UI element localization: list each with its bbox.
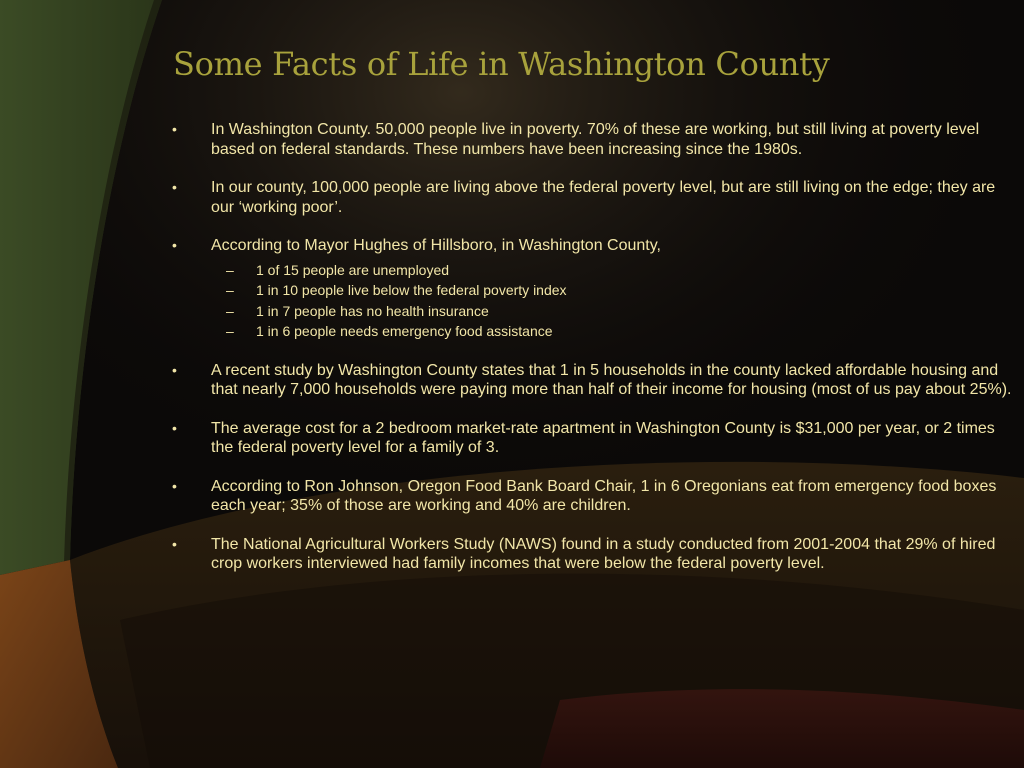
sub-bullet-item xyxy=(211,280,1017,301)
bullet-item xyxy=(172,361,1017,400)
bullet-text: According to Mayor Hughes of Hillsboro, in Washington County, xyxy=(211,237,661,254)
sub-bullet-text: 1 in 6 people needs emergency food assistance xyxy=(256,323,553,339)
sub-bullet-list xyxy=(211,260,1017,342)
bullet-marker: • xyxy=(172,121,177,137)
sub-bullet-marker: – xyxy=(226,282,234,298)
bullet-marker: • xyxy=(172,535,177,552)
bullet-item xyxy=(172,535,1017,574)
bullet-item xyxy=(172,419,1017,458)
bullet-text: In Washington County. 50,000 people live in poverty. 70% of these are working, but still living at poverty level based on federal standards. These numbers have been increasing since the 1980s. xyxy=(211,121,980,158)
bullet-marker: • xyxy=(172,179,177,195)
bullet-marker: • xyxy=(172,361,177,378)
bullet-item xyxy=(172,236,1017,342)
bullet-item xyxy=(172,477,1017,516)
sub-bullet-text: 1 in 10 people live below the federal poverty index xyxy=(256,282,567,298)
sub-bullet-text: 1 of 15 people are unemployed xyxy=(256,261,450,278)
bullet-marker: • xyxy=(172,237,177,253)
sub-bullet-item xyxy=(211,260,1017,281)
bullet-item xyxy=(172,178,1017,217)
sub-bullet-marker: – xyxy=(226,302,234,319)
bullet-list xyxy=(172,120,1017,593)
bullet-text: The average cost for a 2 bedroom market-rate apartment in Washington County is $31,000 per year, or 2 times the federal poverty level for a family of 3. xyxy=(211,419,995,456)
sub-bullet-item xyxy=(211,321,1017,342)
bullet-text: A recent study by Washington County states that 1 in 5 households in the county lacked affordable housing and that nearly 7,000 households were paying more than half of their income for housing (most of us pay about 25%). xyxy=(211,361,1012,398)
bullet-text: According to Ron Johnson, Oregon Food Bank Board Chair, 1 in 6 Oregonians eat from emergency food boxes each year; 35% of those are working and 40% are children. xyxy=(211,477,997,514)
bullet-text: The National Agricultural Workers Study (NAWS) found in a study conducted from 2001-2004 that 29% of hired crop workers interviewed had family incomes that were below the federal poverty level. xyxy=(211,535,996,572)
sub-bullet-marker: – xyxy=(226,323,234,339)
bullet-item xyxy=(172,120,1017,159)
bullet-text: In our county, 100,000 people are living above the federal poverty level, but are still living on the edge; they are our ‘working poor’. xyxy=(211,179,996,216)
sub-bullet-marker: – xyxy=(226,261,234,278)
slide-title: Some Facts of Life in Washington County xyxy=(173,45,830,83)
sub-bullet-item xyxy=(211,301,1017,322)
bullet-marker: • xyxy=(172,419,177,436)
bullet-marker: • xyxy=(172,477,177,494)
sub-bullet-text: 1 in 7 people has no health insurance xyxy=(256,302,489,319)
